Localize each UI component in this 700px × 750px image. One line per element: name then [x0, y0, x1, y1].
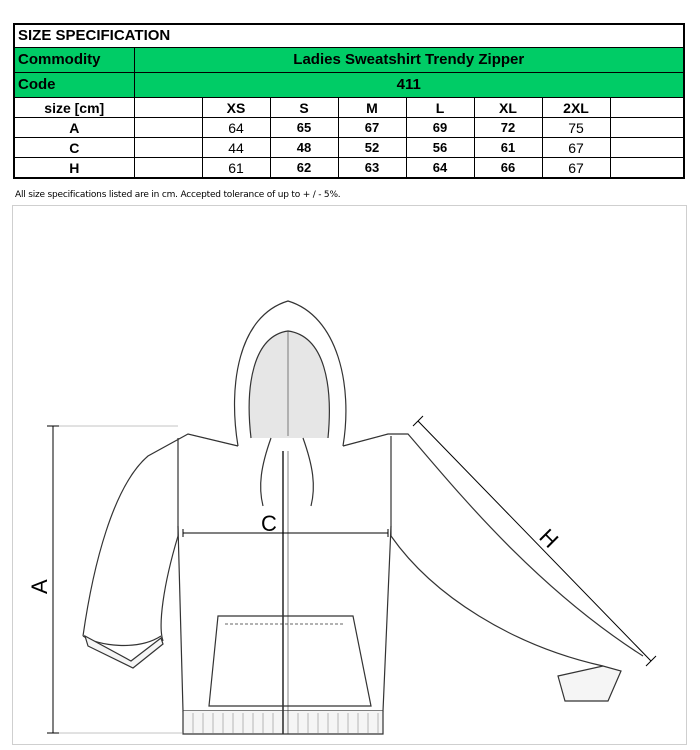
- cell-c-l: 56: [406, 138, 474, 158]
- size-2xl: 2XL: [542, 98, 610, 118]
- cell-h-s: 62: [270, 158, 338, 179]
- code-label: Code: [14, 73, 134, 98]
- empty-cell: [610, 158, 684, 179]
- empty-cell: [134, 138, 202, 158]
- table-row: [14, 158, 684, 179]
- cell-c-xl: 61: [474, 138, 542, 158]
- cell-h-2xl: 67: [542, 158, 610, 179]
- table-row: [14, 118, 684, 138]
- cell-a-m: 67: [338, 118, 406, 138]
- row-label-c: C: [14, 138, 134, 158]
- size-label: size [cm]: [14, 98, 134, 118]
- cell-c-2xl: 67: [542, 138, 610, 158]
- cell-a-2xl: 75: [542, 118, 610, 138]
- empty-cell: [134, 118, 202, 138]
- empty-cell: [610, 138, 684, 158]
- table-title: SIZE SPECIFICATION: [14, 24, 684, 48]
- size-xs: XS: [202, 98, 270, 118]
- cell-c-xs: 44: [202, 138, 270, 158]
- cell-c-m: 52: [338, 138, 406, 158]
- label-c: C: [261, 511, 277, 536]
- garment-diagram: [12, 205, 687, 745]
- size-s: S: [270, 98, 338, 118]
- label-a: A: [27, 579, 52, 594]
- row-label-h: H: [14, 158, 134, 179]
- size-xl: XL: [474, 98, 542, 118]
- code-value: 411: [134, 73, 684, 98]
- sweatshirt-drawing: [13, 206, 688, 746]
- size-m: M: [338, 98, 406, 118]
- empty-cell: [134, 158, 202, 179]
- cell-a-xs: 64: [202, 118, 270, 138]
- empty-cell: [610, 98, 684, 118]
- cell-h-m: 63: [338, 158, 406, 179]
- empty-cell: [610, 118, 684, 138]
- size-l: L: [406, 98, 474, 118]
- size-header-row: [14, 98, 684, 118]
- commodity-value: Ladies Sweatshirt Trendy Zipper: [134, 48, 684, 73]
- cell-c-s: 48: [270, 138, 338, 158]
- empty-cell: [134, 98, 202, 118]
- tolerance-note: All size specifications listed are in cm. Accepted tolerance of up to + / - 5%.: [15, 190, 341, 200]
- body-outline: [178, 526, 391, 711]
- commodity-label: Commodity: [14, 48, 134, 73]
- left-sleeve-outer: [83, 434, 238, 636]
- size-spec-table: [13, 23, 685, 179]
- cell-h-xl: 66: [474, 158, 542, 179]
- label-h: H: [534, 523, 564, 553]
- cell-a-s: 65: [270, 118, 338, 138]
- right-sleeve-outer: [343, 434, 643, 656]
- cell-a-xl: 72: [474, 118, 542, 138]
- cell-h-l: 64: [406, 158, 474, 179]
- hood-inner: [249, 331, 329, 438]
- cell-a-l: 69: [406, 118, 474, 138]
- row-label-a: A: [14, 118, 134, 138]
- table-row: [14, 138, 684, 158]
- cell-h-xs: 61: [202, 158, 270, 179]
